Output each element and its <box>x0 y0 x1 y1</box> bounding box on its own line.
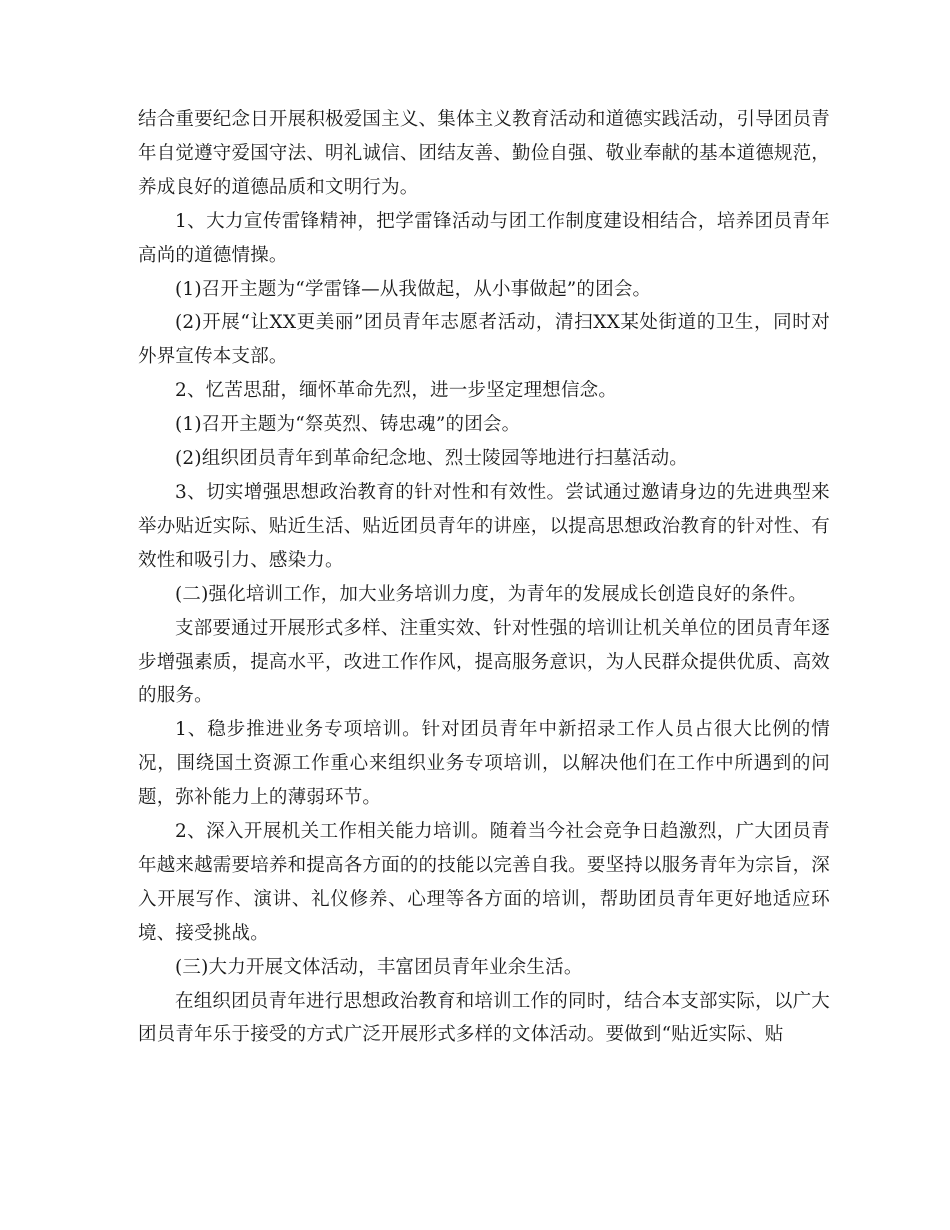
paragraph-9: (二)强化培训工作，加大业务培训力度，为青年的发展成长创造良好的条件。 <box>175 583 807 605</box>
paragraph-6: (1)召开主题为“祭英烈、铸忠魂”的团会。 <box>175 414 521 436</box>
paragraph-8: 3、切实增强思想政治教育的针对性和有效性。尝试通过邀请身边的先进典型来举办贴近实际、贴近生活、贴近团员青年的讲座，以提高思想政治教育的针对性、有效性和吸引力、感染力。 <box>138 481 830 571</box>
paragraph-3: (1)召开主题为“学雷锋—从我做起，从小事做起”的团会。 <box>175 278 652 300</box>
paragraph-2: 1、大力宣传雷锋精神，把学雷锋活动与团工作制度建设相结合，培养团员青年高尚的道德情操。 <box>138 210 830 266</box>
document-body <box>138 103 830 1052</box>
paragraph-4: (2)开展“让XX更美丽”团员青年志愿者活动，清扫XX某处街道的卫生，同时对外界宣传本支部。 <box>138 312 830 368</box>
paragraph-10: 支部要通过开展形式多样、注重实效、针对性强的培训让机关单位的团员青年逐步增强素质，提高水平，改进工作作风，提高服务意识，为人民群众提供优质、高效的服务。 <box>138 617 830 707</box>
paragraph-14: 在组织团员青年进行思想政治教育和培训工作的同时，结合本支部实际，以广大团员青年乐于接受的方式广泛开展形式多样的文体活动。要做到“贴近实际、贴 <box>138 990 830 1046</box>
paragraph-1: 结合重要纪念日开展积极爱国主义、集体主义教育活动和道德实践活动，引导团员青年自觉遵守爱国守法、明礼诚信、团结友善、勤俭自强、敬业奉献的基本道德规范，养成良好的道德品质和文明行为。 <box>138 109 830 198</box>
paragraph-5: 2、忆苦思甜，缅怀革命先烈，进一步坚定理想信念。 <box>175 380 618 402</box>
paragraph-11: 1、稳步推进业务专项培训。针对团员青年中新招录工作人员占很大比例的情况，围绕国土资源工作重心来组织业务专项培训，以解决他们在工作中所遇到的问题，弥补能力上的薄弱环节。 <box>138 719 830 809</box>
paragraph-12: 2、深入开展机关工作相关能力培训。随着当今社会竞争日趋激烈，广大团员青年越来越需要培养和提高各方面的的技能以完善自我。要坚持以服务青年为宗旨，深入开展写作、演讲、礼仪修养、心理等各方面的培训，帮助团员青年更好地适应环境、接受挑战。 <box>138 821 830 944</box>
paragraph-13: (三)大力开展文体活动，丰富团员青年业余生活。 <box>175 956 583 978</box>
paragraph-7: (2)组织团员青年到革命纪念地、烈士陵园等地进行扫墓活动。 <box>175 448 689 470</box>
